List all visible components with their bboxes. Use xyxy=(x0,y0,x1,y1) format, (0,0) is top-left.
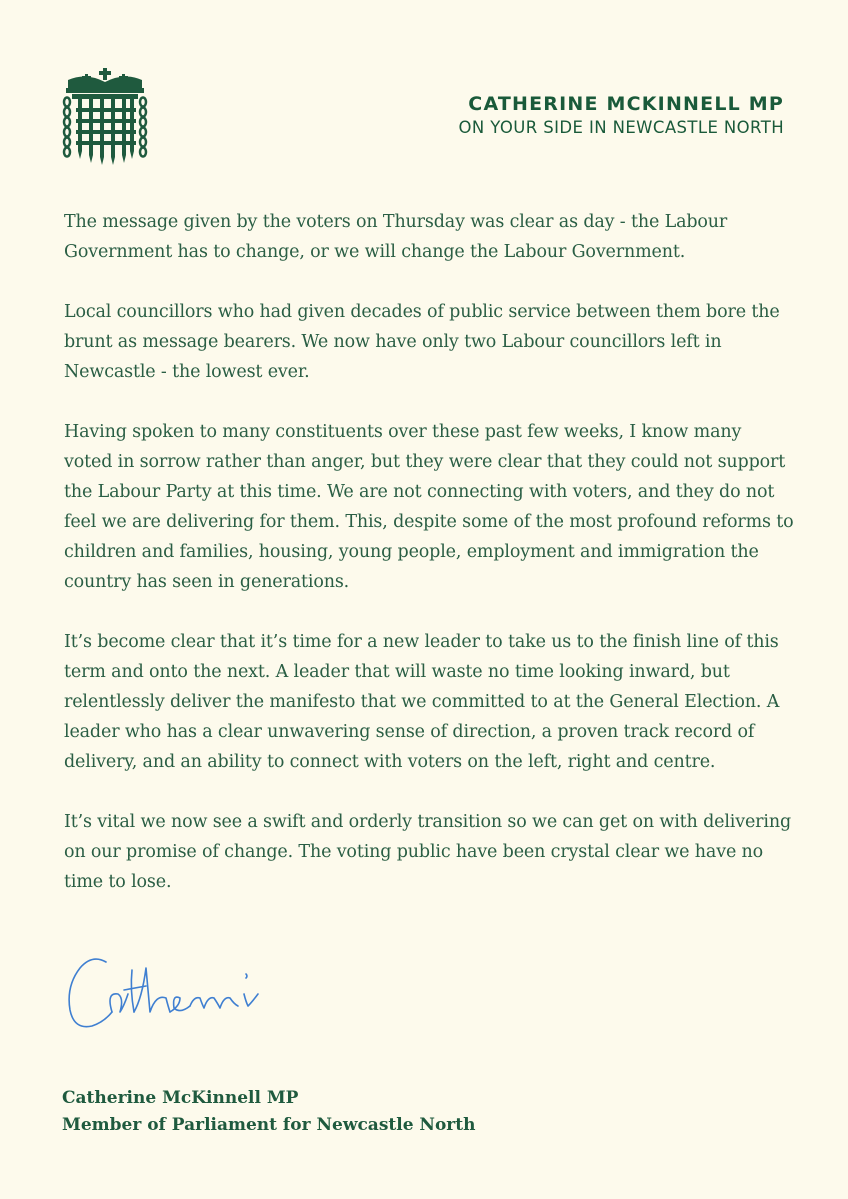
sign-off xyxy=(62,1085,475,1139)
portcullis-icon xyxy=(60,66,150,166)
letter-paragraph: Having spoken to many constituents over these past few weeks, I know many voted in sorrow rather than anger, but they were clear that they could not support the Labour Party at this time. We are not connecting with voters, and they do not feel we are delivering for them. This, despite some of the most profound reforms to children and families, housing, young people, employment and immigration the country has seen in generations. xyxy=(64,422,794,592)
sign-off-title: Member of Parliament for Newcastle North xyxy=(62,1115,476,1135)
letter-paragraph: It’s become clear that it’s time for a new leader to take us to the finish line of this term and onto the next. A leader that will waste no time looking inward, but relentlessly deliver the manifesto that we committed to at the General Election. A leader who has a clear unwavering sense of direction, a proven track record of delivery, and an ability to connect with voters on the left, right and centre. xyxy=(64,632,780,772)
letter-paragraph: Local councillors who had given decades of public service between them bore the brunt as message bearers. We now have only two Labour councillors left in Newcastle - the lowest ever. xyxy=(64,302,780,382)
handwritten-signature xyxy=(62,950,292,1040)
letterhead xyxy=(459,92,784,140)
letterhead-tagline: ON YOUR SIDE IN NEWCASTLE NORTH xyxy=(458,118,784,137)
letter-paragraph: It’s vital we now see a swift and orderly transition so we can get on with delivering on our promise of change. The voting public have been crystal clear we have no time to lose. xyxy=(64,812,792,892)
letter-paragraph: The message given by the voters on Thursday was clear as day - the Labour Government has to change, or we will change the Labour Government. xyxy=(64,212,728,262)
letter-body xyxy=(64,207,794,927)
letterhead-name: CATHERINE MCKINNELL MP xyxy=(468,93,784,115)
sign-off-name: Catherine McKinnell MP xyxy=(62,1088,299,1108)
